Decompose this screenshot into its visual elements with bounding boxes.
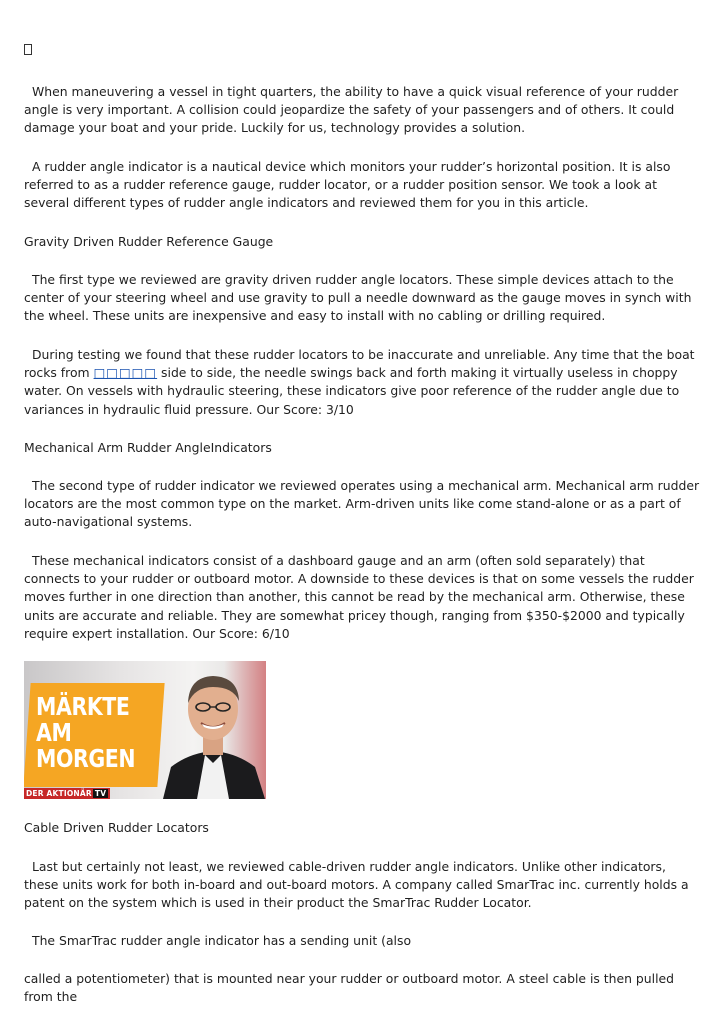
paragraph-cable-3: called a potentiometer) that is mounted near your rudder or outboard motor. A steel cable is then pulled from the xyxy=(24,971,674,1005)
paragraph-mechanical-2: These mechanical indicators consist of a dashboard gauge and an arm (often sold separately) that connects to your rudder or outboard motor. A downside to these devices is that on some vessels the rudder moves further in one direction than another, this cannot be read by the mechanical arm. Otherwise, these units are accurate and reliable. They are somewhat pricey though, ranging from $350-$2000 and typically require expert installation. Our Score: 6/10 xyxy=(24,553,694,641)
image-title-line2: AM xyxy=(36,718,72,747)
image-title-line3: MORGEN xyxy=(36,744,136,773)
missing-glyph-icon xyxy=(24,44,32,55)
heading-cable: Cable Driven Rudder Locators xyxy=(24,820,209,835)
paragraph-cable-1: Last but certainly not least, we reviewed cable-driven rudder angle indicators. Unlike other indicators, these units work for both in-board and out-board motors. A company called SmarTrac inc. currently holds a patent on the system which is used in their product the SmarTrac Rudder Locator. xyxy=(24,859,689,911)
broadcaster-logo: DER AKTIONÄR TV xyxy=(24,788,110,799)
paragraph-definition: A rudder angle indicator is a nautical device which monitors your rudder’s horizontal position. It is also referred to as a rudder reference gauge, rudder locator, or a rudder position sensor. We took a look at several different types of rudder angle indicators and reviewed them for you in this article. xyxy=(24,159,671,211)
paragraph-cable-2: The SmarTrac rudder angle indicator has a sending unit (also xyxy=(32,933,412,948)
heading-mechanical: Mechanical Arm Rudder AngleIndicators xyxy=(24,440,272,455)
inline-link[interactable]: □□□□□ xyxy=(93,365,158,381)
paragraph-gravity-2: During testing we found that these rudder locators to be inaccurate and unreliable. Any time that the boat rocks from □□□□□ side to side, the needle swings back and forth making it virtually useless in choppy water. On vessels with hydraulic steering, these indicators give poor reference of the rudder angle due to variances in hydraulic fluid pressure. Our Score: 3/10 xyxy=(24,347,695,417)
paragraph-mechanical-1: The second type of rudder indicator we reviewed operates using a mechanical arm. Mechanical arm rudder locators are the most common type on the market. Arm-driven units like come stand-alone or as a part of auto-navigational systems. xyxy=(24,478,700,530)
article-image xyxy=(24,661,266,799)
paragraph-intro: When maneuvering a vessel in tight quarters, the ability to have a quick visual reference of your rudder angle is very important. A collision could jeopardize the safety of your passengers and of others. It could damage your boat and your pride. Luckily for us, technology provides a solution. xyxy=(24,84,679,136)
presenter-photo xyxy=(159,667,266,799)
heading-gravity: Gravity Driven Rudder Reference Gauge xyxy=(24,234,274,249)
paragraph-gravity-1: The first type we reviewed are gravity driven rudder angle locators. These simple devices attach to the center of your steering wheel and use gravity to pull a needle downward as the gauge moves in synch with the wheel. These units are inexpensive and easy to install with no cabling or drilling required. xyxy=(24,272,692,324)
image-title-line1: MÄRKTE xyxy=(36,692,130,721)
